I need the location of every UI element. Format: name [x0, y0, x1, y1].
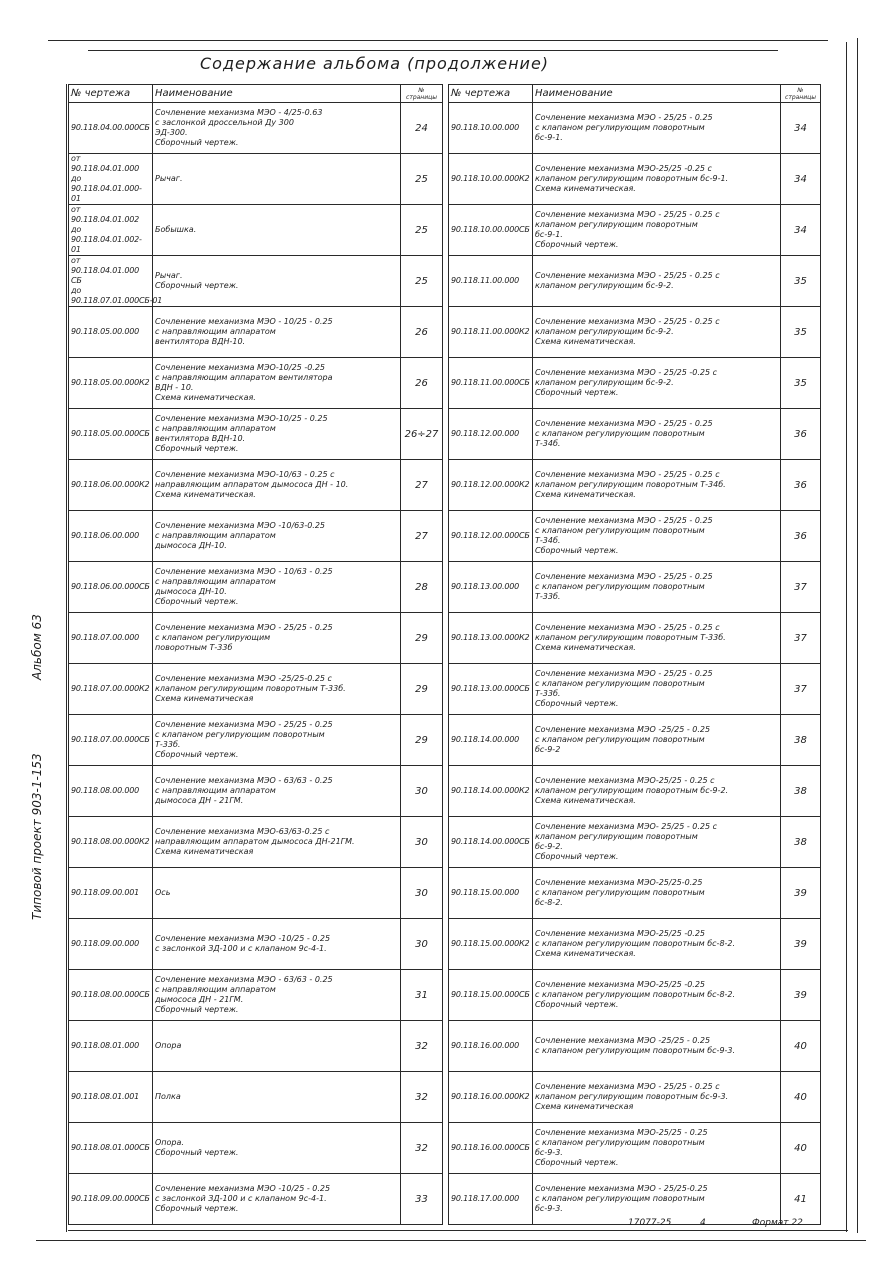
- name-cell: Сочленение механизма МЭО-25/25 - 0.25 с клапаном регулирующим поворотным бс-9-3. Сборочный чертеж.: [533, 1123, 781, 1174]
- frame-top-line-short: [88, 50, 778, 51]
- name-cell: Сочленение механизма МЭО- 25/25 - 0.25 с клапаном регулирующим поворотным бс-9-2. Сборочный чертеж.: [533, 817, 781, 868]
- table-row: [449, 1021, 821, 1072]
- drawing-number-cell: 90.118.17.00.000: [449, 1174, 533, 1225]
- table-row: [69, 562, 443, 613]
- table-row: [449, 460, 821, 511]
- name-cell: Сочленение механизма МЭО-25/25 -0.25 с клапаном регулирующим поворотным бс-8-2. Сборочный чертеж.: [533, 970, 781, 1021]
- drawing-number-cell: 90.118.04.00.000СБ: [69, 103, 153, 154]
- table-row: [449, 970, 821, 1021]
- drawing-number-cell: 90.118.08.00.000К2: [69, 817, 153, 868]
- name-cell: Сочленение механизма МЭО - 25/25 - 0.25 с клапаном регулирующим поворотным Т-34б. Сборочный чертеж.: [533, 511, 781, 562]
- page-number-cell: 24: [401, 103, 443, 154]
- table-row: [69, 919, 443, 970]
- name-cell: Сочленение механизма МЭО - 25/25 - 0.25 с клапаном регулирующим поворотным Т-34б. Схема кинематическая.: [533, 460, 781, 511]
- page-number-cell: 27: [401, 460, 443, 511]
- name-cell: Сочленение механизма МЭО - 25/25 - 0.25 с клапаном регулирующим поворотным бс-9-1.: [533, 103, 781, 154]
- table-row: [69, 409, 443, 460]
- drawing-number-cell: от 90.118.04.01.000 до 90.118.04.01.000-01: [69, 154, 153, 205]
- page-number-cell: 29: [401, 715, 443, 766]
- table-row: [69, 256, 443, 307]
- drawing-number-cell: 90.118.07.00.000К2: [69, 664, 153, 715]
- table-row: [69, 868, 443, 919]
- table-row: [449, 664, 821, 715]
- drawing-number-cell: от 90.118.04.01.002 до 90.118.04.01.002-01: [69, 205, 153, 256]
- frame-bottom-line: [36, 1240, 866, 1241]
- name-cell: Бобышка.: [153, 205, 401, 256]
- name-cell: Сочленение механизма МЭО - 25/25-0.25 с клапаном регулирующим поворотным бс-9-3.: [533, 1174, 781, 1225]
- name-cell: Сочленение механизма МЭО-25/25-0.25 с клапаном регулирующим поворотным бс-8-2.: [533, 868, 781, 919]
- name-cell: Опора: [153, 1021, 401, 1072]
- name-cell: Сочленение механизма МЭО - 25/25 - 0.25 с клапаном регулирующим поворотным Т-34б.: [533, 409, 781, 460]
- table-row: [449, 103, 821, 154]
- drawing-number-cell: 90.118.10.00.000СБ: [449, 205, 533, 256]
- drawing-number-cell: 90.118.05.00.000: [69, 307, 153, 358]
- drawing-number-cell: 90.118.09.00.000СБ: [69, 1174, 153, 1225]
- drawing-number-cell: 90.118.09.00.001: [69, 868, 153, 919]
- drawing-number-cell: 90.118.08.00.000: [69, 766, 153, 817]
- contents-table-left-body: [69, 103, 443, 1225]
- drawing-number-cell: 90.118.11.00.000СБ: [449, 358, 533, 409]
- side-label-project: Типовой проект 903-1-153: [30, 753, 44, 920]
- name-cell: Сочленение механизма МЭО -10/25 - 0.25 с заслонкой ЗД-100 и с клапаном 9с-4-1.: [153, 919, 401, 970]
- name-cell: Ось: [153, 868, 401, 919]
- page-number-cell: 26: [401, 307, 443, 358]
- name-cell: Сочленение механизма МЭО - 25/25 - 0.25 с клапаном регулирующим поворотным бс-9-1. Сборочный чертеж.: [533, 205, 781, 256]
- drawing-number-cell: 90.118.07.00.000: [69, 613, 153, 664]
- page-number-cell: 30: [401, 868, 443, 919]
- table-header-row: [449, 85, 821, 103]
- page-number-cell: 29: [401, 613, 443, 664]
- name-cell: Сочленение механизма МЭО - 25/25 - 0.25 с клапаном регулирующим поворотным бс-9-3. Схема кинематическая: [533, 1072, 781, 1123]
- name-cell: Опора. Сборочный чертеж.: [153, 1123, 401, 1174]
- page-number-cell: 35: [781, 256, 821, 307]
- footer-sheet-number: 4: [700, 1218, 706, 1228]
- table-row: [69, 511, 443, 562]
- page-number-cell: 38: [781, 817, 821, 868]
- name-cell: Сочленение механизма МЭО - 4/25-0.63 с заслонкой дроссельной Ду 300 ЭД-300. Сборочный чертеж.: [153, 103, 401, 154]
- page-number-cell: 40: [781, 1021, 821, 1072]
- drawing-number-cell: от 90.118.04.01.000 СБ до 90.118.07.01.000СБ-01: [69, 256, 153, 307]
- header-page-number: № страницы: [781, 85, 821, 103]
- drawing-number-cell: 90.118.14.00.000: [449, 715, 533, 766]
- frame-left-border: [66, 84, 67, 1232]
- name-cell: Сочленение механизма МЭО - 25/25 -0.25 с клапаном регулирующим бс-9-2. Сборочный чертеж.: [533, 358, 781, 409]
- table-row: [449, 1072, 821, 1123]
- header-name: Наименование: [533, 85, 781, 103]
- table-row: [69, 715, 443, 766]
- drawing-number-cell: 90.118.08.01.001: [69, 1072, 153, 1123]
- page-number-cell: 39: [781, 919, 821, 970]
- drawing-number-cell: 90.118.14.00.000К2: [449, 766, 533, 817]
- page-number-cell: 29: [401, 664, 443, 715]
- drawing-number-cell: 90.118.06.00.000: [69, 511, 153, 562]
- drawing-number-cell: 90.118.12.00.000К2: [449, 460, 533, 511]
- frame-right-border-outer: [857, 38, 858, 1233]
- page-number-cell: 28: [401, 562, 443, 613]
- page-number-cell: 36: [781, 409, 821, 460]
- drawing-number-cell: 90.118.05.00.000К2: [69, 358, 153, 409]
- drawing-number-cell: 90.118.12.00.000СБ: [449, 511, 533, 562]
- name-cell: Полка: [153, 1072, 401, 1123]
- page-number-cell: 37: [781, 613, 821, 664]
- contents-table-right-body: [449, 103, 821, 1225]
- page-number-cell: 38: [781, 715, 821, 766]
- table-row: [69, 358, 443, 409]
- drawing-number-cell: 90.118.16.00.000СБ: [449, 1123, 533, 1174]
- name-cell: Сочленение механизма МЭО-25/25 - 0.25 с клапаном регулирующим поворотным бс-9-2. Схема кинематическая.: [533, 766, 781, 817]
- page-number-cell: 26: [401, 358, 443, 409]
- drawing-number-cell: 90.118.14.00.000СБ: [449, 817, 533, 868]
- page-number-cell: 40: [781, 1072, 821, 1123]
- table-row: [449, 613, 821, 664]
- page-number-cell: 39: [781, 868, 821, 919]
- page-number-cell: 25: [401, 205, 443, 256]
- page-title: Содержание альбома (продолжение): [200, 54, 550, 73]
- page-number-cell: 27: [401, 511, 443, 562]
- name-cell: Сочленение механизма МЭО - 25/25 - 0.25 с клапаном регулирующим бс-9-2. Схема кинематическая.: [533, 307, 781, 358]
- side-label-album: Альбом 63: [30, 614, 44, 680]
- page-number-cell: 30: [401, 817, 443, 868]
- contents-table-left: [68, 84, 443, 1225]
- page-number-cell: 37: [781, 664, 821, 715]
- name-cell: Сочленение механизма МЭО-10/25 -0.25 с направляющим аппаратом вентилятора ВДН - 10. Схема кинематическая.: [153, 358, 401, 409]
- table-row: [449, 154, 821, 205]
- drawing-number-cell: 90.118.06.00.000СБ: [69, 562, 153, 613]
- drawing-number-cell: 90.118.13.00.000К2: [449, 613, 533, 664]
- frame-right-border: [846, 42, 847, 1232]
- table-row: [449, 1123, 821, 1174]
- table-row: [449, 766, 821, 817]
- name-cell: Сочленение механизма МЭО-25/25 -0.25 с клапаном регулирующим поворотным бс-9-1. Схема кинематическая.: [533, 154, 781, 205]
- table-row: [69, 664, 443, 715]
- page-number-cell: 35: [781, 307, 821, 358]
- table-row: [69, 1021, 443, 1072]
- table-row: [449, 919, 821, 970]
- name-cell: Сочленение механизма МЭО -25/25 - 0.25 с клапаном регулирующим поворотным бс-9-2: [533, 715, 781, 766]
- footer-doc-number: 17077-25: [628, 1218, 672, 1228]
- table-row: [449, 358, 821, 409]
- table-row: [449, 511, 821, 562]
- drawing-number-cell: 90.118.08.00.000СБ: [69, 970, 153, 1021]
- name-cell: Сочленение механизма МЭО - 25/25 - 0.25 с клапаном регулирующим бс-9-2.: [533, 256, 781, 307]
- drawing-number-cell: 90.118.13.00.000СБ: [449, 664, 533, 715]
- drawing-number-cell: 90.118.13.00.000: [449, 562, 533, 613]
- page-number-cell: 32: [401, 1123, 443, 1174]
- header-name: Наименование: [153, 85, 401, 103]
- page-number-cell: 30: [401, 919, 443, 970]
- name-cell: Сочленение механизма МЭО-10/63 - 0.25 с направляющим аппаратом дымососа ДН - 10. Схема кинематическая.: [153, 460, 401, 511]
- drawing-number-cell: 90.118.09.00.000: [69, 919, 153, 970]
- page-number-cell: 25: [401, 256, 443, 307]
- drawing-number-cell: 90.118.15.00.000: [449, 868, 533, 919]
- drawing-number-cell: 90.118.10.00.000К2: [449, 154, 533, 205]
- table-row: [449, 205, 821, 256]
- header-drawing-number: № чертежа: [449, 85, 533, 103]
- name-cell: Сочленение механизма МЭО - 25/25 - 0.25 с клапаном регулирующим поворотным Т-33б. Сборочный чертеж.: [153, 715, 401, 766]
- table-row: [69, 766, 443, 817]
- drawing-number-cell: 90.118.12.00.000: [449, 409, 533, 460]
- name-cell: Сочленение механизма МЭО-10/25 - 0.25 с направляющим аппаратом вентилятора ВДН-10. Сборочный чертеж.: [153, 409, 401, 460]
- table-row: [69, 205, 443, 256]
- drawing-number-cell: 90.118.16.00.000К2: [449, 1072, 533, 1123]
- table-row: [69, 1123, 443, 1174]
- page-number-cell: 31: [401, 970, 443, 1021]
- drawing-number-cell: 90.118.11.00.000К2: [449, 307, 533, 358]
- table-row: [69, 1072, 443, 1123]
- name-cell: Сочленение механизма МЭО - 63/63 - 0.25 с направляющим аппаратом дымососа ДН - 21ГМ. Сборочный чертеж.: [153, 970, 401, 1021]
- page-number-cell: 35: [781, 358, 821, 409]
- page-number-cell: 38: [781, 766, 821, 817]
- table-row: [449, 562, 821, 613]
- name-cell: Рычаг.: [153, 154, 401, 205]
- table-row: [449, 409, 821, 460]
- table-header-row: [69, 85, 443, 103]
- page-number-cell: 36: [781, 511, 821, 562]
- drawing-number-cell: 90.118.08.01.000: [69, 1021, 153, 1072]
- name-cell: Сочленение механизма МЭО -25/25-0.25 с клапаном регулирующим поворотным Т-33б. Схема кинематическая: [153, 664, 401, 715]
- table-row: [449, 1174, 821, 1225]
- frame-bottom-inner-line: [68, 1230, 848, 1231]
- drawing-number-cell: 90.118.05.00.000СБ: [69, 409, 153, 460]
- page-number-cell: 30: [401, 766, 443, 817]
- table-row: [69, 817, 443, 868]
- header-page-number: № страницы: [401, 85, 443, 103]
- drawing-number-cell: 90.118.06.00.000К2: [69, 460, 153, 511]
- page-number-cell: 26÷27: [401, 409, 443, 460]
- table-row: [69, 613, 443, 664]
- table-row: [449, 715, 821, 766]
- name-cell: Сочленение механизма МЭО -10/63-0.25 с направляющим аппаратом дымососа ДН-10.: [153, 511, 401, 562]
- page-number-cell: 25: [401, 154, 443, 205]
- name-cell: Сочленение механизма МЭО -10/25 - 0.25 с заслонкой ЗД-100 и с клапаном 9с-4-1. Сборочный чертеж.: [153, 1174, 401, 1225]
- table-row: [449, 307, 821, 358]
- table-row: [69, 307, 443, 358]
- name-cell: Сочленение механизма МЭО - 10/25 - 0.25 с направляющим аппаратом вентилятора ВДН-10.: [153, 307, 401, 358]
- drawing-number-cell: 90.118.15.00.000СБ: [449, 970, 533, 1021]
- table-row: [69, 154, 443, 205]
- page-number-cell: 37: [781, 562, 821, 613]
- table-row: [69, 1174, 443, 1225]
- page-number-cell: 39: [781, 970, 821, 1021]
- footer-format: Формат 22: [752, 1218, 803, 1228]
- name-cell: Сочленение механизма МЭО - 10/63 - 0.25 с направляющим аппаратом дымососа ДН-10. Сборочный чертеж.: [153, 562, 401, 613]
- name-cell: Сочленение механизма МЭО-63/63-0.25 с направляющим аппаратом дымососа ДН-21ГМ. Схема кинематическая: [153, 817, 401, 868]
- drawing-number-cell: 90.118.10.00.000: [449, 103, 533, 154]
- table-row: [69, 103, 443, 154]
- name-cell: Сочленение механизма МЭО - 25/25 - 0.25 с клапаном регулирующим поворотным Т-33б. Сборочный чертеж.: [533, 664, 781, 715]
- page-number-cell: 34: [781, 205, 821, 256]
- contents-table-right: [448, 84, 821, 1225]
- drawing-number-cell: 90.118.07.00.000СБ: [69, 715, 153, 766]
- table-row: [449, 868, 821, 919]
- page-number-cell: 36: [781, 460, 821, 511]
- table-row: [449, 256, 821, 307]
- page-number-cell: 33: [401, 1174, 443, 1225]
- frame-top-line: [48, 40, 828, 41]
- page-number-cell: 32: [401, 1072, 443, 1123]
- name-cell: Сочленение механизма МЭО - 63/63 - 0.25 с направляющим аппаратом дымососа ДН - 21ГМ.: [153, 766, 401, 817]
- name-cell: Сочленение механизма МЭО-25/25 -0.25 с клапаном регулирующим поворотным бс-8-2. Схема кинематическая.: [533, 919, 781, 970]
- drawing-number-cell: 90.118.08.01.000СБ: [69, 1123, 153, 1174]
- drawing-number-cell: 90.118.15.00.000К2: [449, 919, 533, 970]
- header-drawing-number: № чертежа: [69, 85, 153, 103]
- drawing-number-cell: 90.118.16.00.000: [449, 1021, 533, 1072]
- page-number-cell: 34: [781, 103, 821, 154]
- page-number-cell: 32: [401, 1021, 443, 1072]
- name-cell: Сочленение механизма МЭО - 25/25 - 0.25 с клапаном регулирующим поворотным Т-33б.: [533, 562, 781, 613]
- name-cell: Сочленение механизма МЭО - 25/25 - 0.25 с клапаном регулирующим поворотным Т-33б: [153, 613, 401, 664]
- name-cell: Рычаг. Сборочный чертеж.: [153, 256, 401, 307]
- page-number-cell: 34: [781, 154, 821, 205]
- table-row: [69, 460, 443, 511]
- table-row: [449, 817, 821, 868]
- page-number-cell: 41: [781, 1174, 821, 1225]
- name-cell: Сочленение механизма МЭО -25/25 - 0.25 с клапаном регулирующим поворотным бс-9-3.: [533, 1021, 781, 1072]
- table-row: [69, 970, 443, 1021]
- page-number-cell: 40: [781, 1123, 821, 1174]
- drawing-number-cell: 90.118.11.00.000: [449, 256, 533, 307]
- name-cell: Сочленение механизма МЭО - 25/25 - 0.25 с клапаном регулирующим поворотным Т-33б. Схема кинематическая.: [533, 613, 781, 664]
